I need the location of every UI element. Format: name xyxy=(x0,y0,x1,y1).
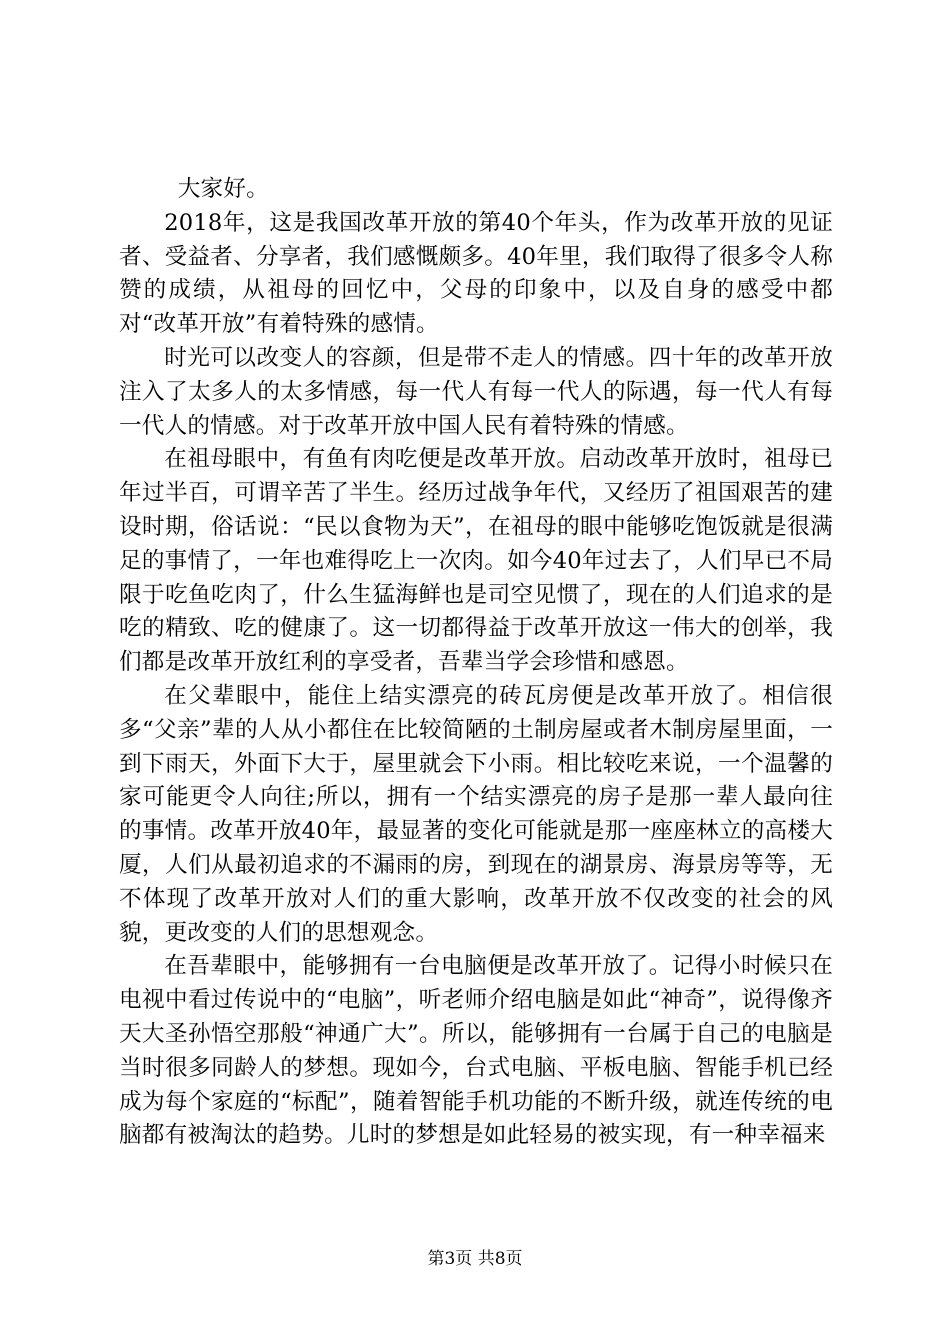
paragraph-our-generation: 在吾辈眼中，能够拥有一台电脑便是改革开放了。记得小时候只在电视中看过传说中的“电脑”，听老师介绍电脑是如此“神奇”，说得像齐天大圣孙悟空那般“神通广大”。所以，能够拥有一台属于自己的电脑是当时很多同龄人的梦想。现如今，台式电脑、平板电脑、智能手机已经成为每个家庭的“标配”，随着智能手机功能的不断升级，就连传统的电脑都有被淘汰的趋势。儿时的梦想是如此轻易的被实现，有一种幸福来 xyxy=(119,953,833,1149)
paragraph-emotion: 时光可以改变人的容颜，但是带不走人的情感。四十年的改革开放注入了太多人的太多情感，每一代人有每一代人的际遇，每一代人有每一代人的情感。对于改革开放中国人民有着特殊的情感。 xyxy=(119,344,833,439)
page-number-footer: 第3页 共8页 xyxy=(427,1249,523,1269)
paragraph-intro: 2018年，这是我国改革开放的第40个年头，作为改革开放的见证者、受益者、分享者，我们感慨颇多。40年里，我们取得了很多令人称赞的成绩，从祖母的回忆中，父母的印象中，以及自身的感受中都对“改革开放”有着特殊的感情。 xyxy=(119,209,833,338)
paragraph-parents: 在父辈眼中，能住上结实漂亮的砖瓦房便是改革开放了。相信很多“父亲”辈的人从小都住在比较简陋的土制房屋或者木制房屋里面，一到下雨天，外面下大于，屋里就会下小雨。相比较吃来说，一个温馨的家可能更令人向往;所以，拥有一个结实漂亮的房子是那一辈人最向往的事情。改革开放40年，最显著的变化可能就是那一座座林立的高楼大厦，人们从最初追求的不漏雨的房，到现在的湖景房、海景房等等，无不体现了改革开放对人们的重大影响，改革开放不仅改变的社会的风貌，更改变的人们的思想观念。 xyxy=(119,682,833,946)
document-body xyxy=(119,173,833,1153)
paragraph-grandmother: 在祖母眼中，有鱼有肉吃便是改革开放。启动改革开放时，祖母已年过半百，可谓辛苦了半生。经历过战争年代，又经历了祖国艰苦的建设时期，俗话说：“民以食物为天”，在祖母的眼中能够吃饱饭就是很满足的事情了，一年也难得吃上一次肉。如今40年过去了，人们早已不局限于吃鱼吃肉了，什么生猛海鲜也是司空见惯了，现在的人们追求的是吃的精致、吃的健康了。这一切都得益于改革开放这一伟大的创举，我们都是改革开放红利的享受者，吾辈当学会珍惜和感恩。 xyxy=(119,446,833,676)
paragraph-greeting: 大家好。 xyxy=(177,176,269,202)
